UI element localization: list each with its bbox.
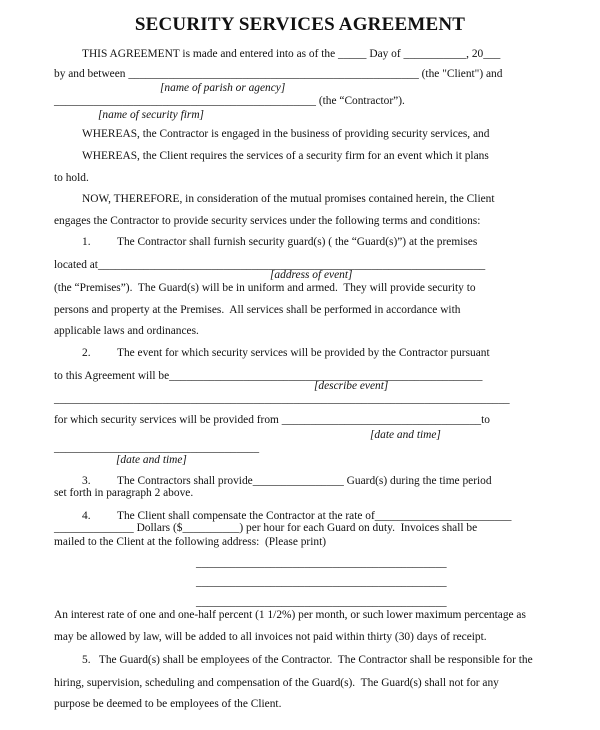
whereas-2: WHEREAS, the Client requires the services of a security firm for an event which it plans [82,150,489,162]
clause-4-line-2: ______________ Dollars ($__________) per hour for each Guard on duty. Invoices shall be [54,522,478,534]
address-blank-1: ____________________________________________ [196,557,447,569]
clause-2-line-3: ________________________________________________________________________________ [54,393,510,405]
caption-describe-event: [describe event] [314,380,389,392]
intro-line-1: THIS AGREEMENT is made and entered into as of the _____ Day of ___________, 20___ [82,48,501,60]
clause-1-line-5: applicable laws and ordinances. [54,325,199,337]
clause-1-number: 1. [82,236,91,248]
caption-date-time-1: [date and time] [370,429,441,441]
clause-1-line-4: persons and property at the Premises. All services shall be performed in accordance with [54,304,461,316]
now-therefore-1: NOW, THEREFORE, in consideration of the mutual promises contained herein, the Client [82,193,495,205]
clause-1-line-3: (the “Premises”). The Guard(s) will be in uniform and armed. They will provide security to [54,282,476,294]
clause-3-line-1: The Contractors shall provide________________ Guard(s) during the time period [117,475,492,487]
clause-4-number: 4. [82,510,91,522]
clause-1-line-2: located at____________________________________________________________________ [54,259,486,271]
intro-line-3: ______________________________________________ (the “Contractor”). [54,95,405,107]
clause-2-line-2: to this Agreement will be_______________________________________________________ [54,370,483,382]
interest-line-1: An interest rate of one and one-half percent (1 1/2%) per month, or such lower maximum percentage as [54,609,526,621]
address-blank-3: ____________________________________________ [196,596,447,608]
caption-date-time-2: [date and time] [116,454,187,466]
clause-3-line-2: set forth in paragraph 2 above. [54,487,194,499]
now-therefore-2: engages the Contractor to provide security services under the following terms and conditions: [54,215,481,227]
caption-address-event: [address of event] [270,269,353,281]
clause-3-number: 3. [82,475,91,487]
clause-2-number: 2. [82,347,91,359]
clause-2-line-4: for which security services will be provided from ___________________________________to [54,414,490,426]
clause-2-line-1: The event for which security services will be provided by the Contractor pursuant [117,347,490,359]
clause-2-line-5: ____________________________________ [54,442,260,454]
clause-5-line-1: 5. The Guard(s) shall be employees of the Contractor. The Contractor shall be responsible for the [82,654,533,666]
clause-4-line-3: mailed to the Client at the following address: (Please print) [54,536,327,548]
intro-line-2: by and between ___________________________________________________ (the "Client") and [54,68,503,80]
caption-parish: [name of parish or agency] [160,82,286,94]
caption-security-firm: [name of security firm] [98,109,204,121]
whereas-2-cont: to hold. [54,172,89,184]
clause-5-line-3: purpose be deemed to be employees of the Client. [54,698,282,710]
clause-1-line-1: The Contractor shall furnish security guard(s) ( the “Guard(s)”) at the premises [117,236,478,248]
document-title: SECURITY SERVICES AGREEMENT [134,14,466,35]
clause-5-line-2: hiring, supervision, scheduling and compensation of the Guard(s). The Guard(s) shall not for any [54,677,499,689]
address-blank-2: ____________________________________________ [196,576,447,588]
clause-4-line-1: The Client shall compensate the Contractor at the rate of________________________ [117,510,512,522]
whereas-1: WHEREAS, the Contractor is engaged in the business of providing security services, and [82,128,490,140]
interest-line-2: may be allowed by law, will be added to all invoices not paid within thirty (30) days of receipt. [54,631,487,643]
